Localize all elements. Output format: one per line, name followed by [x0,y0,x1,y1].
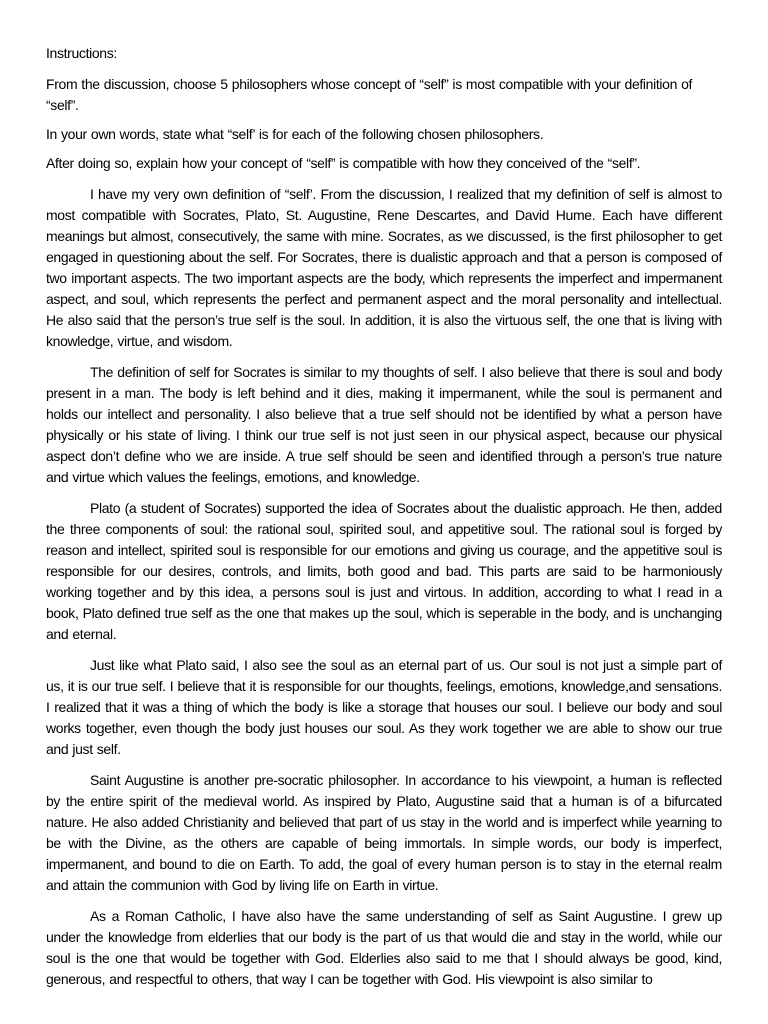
instruction-1: From the discussion, choose 5 philosophers whose concept of “self” is most compatible with your definition of “self”. [46,76,693,113]
paragraph-4: Just like what Plato said, I also see the soul as an eternal part of us. Our soul is not just a simple part of us, it is our true self. I believe that it is responsible for our thoughts, feelings, emotions, knowledge,and sensations. I realized that it was a thing of which the body is like a storage that houses our soul. I believe our body and soul works together, even though the body just houses our soul. As they work together we are able to show our true and just self. [46,657,722,757]
instruction-2: In your own words, state what “self’ is for each of the following chosen philosophers. [46,126,544,142]
document-page [46,43,722,1000]
instructions-heading: Instructions: [46,45,117,61]
paragraph-1: I have my very own definition of “self’. From the discussion, I realized that my definition of self is almost to most compatible with Socrates, Plato, St. Augustine, Rene Descartes, and David Hume. Each have different meanings but almost, consecutively, the same with mine. Socrates, as we discussed, is the first philosopher to get engaged in questioning about the self. For Socrates, there is dualistic approach and that a person is composed of two important aspects. The two important aspects are the body, which represents the imperfect and impermanent aspect, and soul, which represents the perfect and permanent aspect and the moral personality and intellectual. He also said that the person’s true self is the soul. In addition, it is also the virtuous self, the one that is living with knowledge, virtue, and wisdom. [46,186,722,349]
paragraph-5: Saint Augustine is another pre-socratic philosopher. In accordance to his viewpoint, a human is reflected by the entire spirit of the medieval world. As inspired by Plato, Augustine said that a human is of a bifurcated nature. He also added Christianity and believed that part of us stay in the world and is imperfect while yearning to be with the Divine, as the others are capable of being immortals. In simple words, our body is imperfect, impermanent, and bound to die on Earth. To add, the goal of every human person is to stay in the eternal realm and attain the communion with God by living life on Earth in virtue. [46,772,722,893]
paragraph-2: The definition of self for Socrates is similar to my thoughts of self. I also believe that there is soul and body present in a man. The body is left behind and it dies, making it impermanent, while the soul is permanent and holds our intellect and personality. I also believe that a true self should not be identified by what a person have physically or his state of living. I think our true self is not just seen in our physical aspect, because our physical aspect don’t define who we are inside. A true self should be seen and identified through a person’s true nature and virtue which values the feelings, emotions, and knowledge. [46,364,722,485]
paragraph-3: Plato (a student of Socrates) supported the idea of Socrates about the dualistic approach. He then, added the three components of soul: the rational soul, spirited soul, and appetitive soul. The rational soul is forged by reason and intellect, spirited soul is responsible for our emotions and giving us courage, and the appetitive soul is responsible for our desires, controls, and limits, both good and bad. This parts are said to be harmoniously working together and by this idea, a persons soul is just and virtous. In addition, according to what I read in a book, Plato defined true self as the one that makes up the soul, which is seperable in the body, and is unchanging and eternal. [46,500,722,642]
instruction-3: After doing so, explain how your concept of “self” is compatible with how they conceived of the “self”. [46,155,641,171]
paragraph-6: As a Roman Catholic, I have also have the same understanding of self as Saint Augustine. I grew up under the knowledge from elderlies that our body is the part of us that would die and stay in the world, while our soul is the one that would be together with God. Elderlies also said to me that I should always be good, kind, generous, and respectful to others, that way I can be together with God. His viewpoint is also similar to [46,908,722,987]
